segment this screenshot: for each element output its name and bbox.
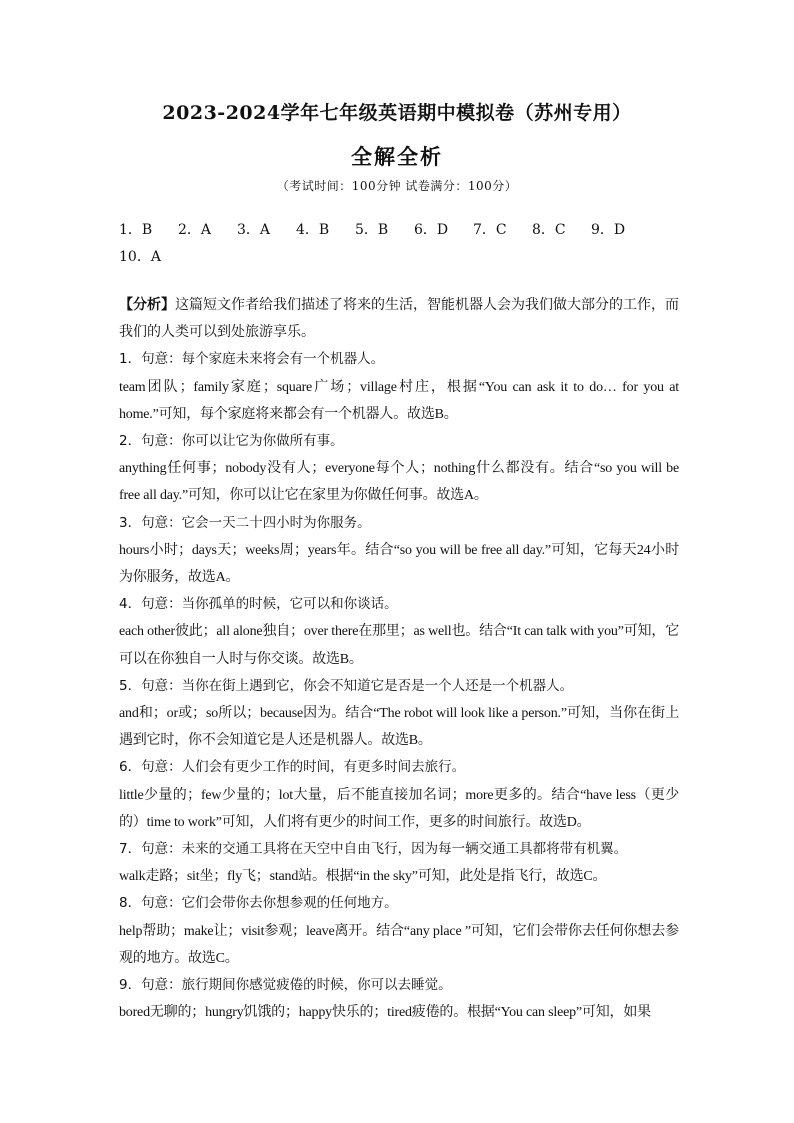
analysis-text: 这篇短文作者给我们描述了将来的生活，智能机器人会为我们做大部分的工作，而我们的人类可以到处旅游享乐。 xyxy=(119,297,679,341)
answer-row xyxy=(119,244,679,271)
question-explanation: walk走路；sit坐；fly飞；stand站。根据“in the sky”可知，此处是指飞行，故选C。 xyxy=(119,869,607,885)
answer-item: 1．B xyxy=(119,222,153,238)
answer-item: 6．D xyxy=(414,222,449,238)
document-subtitle: 全解全析 xyxy=(351,144,443,169)
question-meaning: 8．句意：它们会带你去你想参观的任何地方。 xyxy=(119,895,398,912)
exam-info: （考试时间：100分钟 试卷满分：100分） xyxy=(276,179,518,193)
question-meaning: 6．句意：人们会有更少工作的时间，有更多时间去旅行。 xyxy=(119,759,466,776)
answer-key xyxy=(119,217,679,271)
answer-item: 3．A xyxy=(237,222,271,238)
question-meaning: 4．句意：当你孤单的时候，它可以和你谈话。 xyxy=(119,596,398,613)
document-title: 2023-2024学年七年级英语期中模拟卷（苏州专用） xyxy=(162,102,632,124)
question-explanation: little少量的；few少量的；lot大量，后不能直接加名词；more更多的。结合“have less（更少的）time to work”可知，人们将有更少的时间工作，更多的时间旅行。故选D。 xyxy=(119,787,679,830)
answer-item: 8．C xyxy=(532,222,566,238)
answer-item: 2．A xyxy=(178,222,212,238)
question-meaning: 1．句意：每个家庭未来将会有一个机器人。 xyxy=(119,351,385,368)
question-meaning: 7．句意：未来的交通工具将在天空中自由飞行，因为每一辆交通工具都将带有机翼。 xyxy=(119,841,628,858)
question-meaning: 5．句意：当你在街上遇到它，你会不知道它是否是一个人还是一个机器人。 xyxy=(119,677,574,694)
answer-row xyxy=(119,217,679,244)
analysis-label: 【分析】 xyxy=(119,297,175,313)
question-meaning: 2．句意：你可以让它为你做所有事。 xyxy=(119,433,344,450)
question-explanation: hours小时；days天；weeks周；years年。结合“so you will be free all day.”可知，它每天24小时为你服务，故选A。 xyxy=(119,542,679,586)
answer-item: 5．B xyxy=(355,222,389,238)
answer-item: 10．A xyxy=(119,249,161,265)
analysis-paragraph xyxy=(119,292,679,346)
question-explanation: help帮助；make让；visit参观；leave离开。结合“any place ”可知，它们会带你去任何你想去参观的地方。故选C。 xyxy=(119,923,679,966)
question-meaning: 3．句意：它会一天二十四小时为你服务。 xyxy=(119,514,371,531)
answer-item: 4．B xyxy=(296,222,330,238)
question-meaning: 9．句意：旅行期间你感觉疲倦的时候，你可以去睡觉。 xyxy=(119,977,452,994)
question-explanation: bored无聊的；hungry饥饿的；happy快乐的；tired疲倦的。根据“You can sleep”可知，如果 xyxy=(119,1005,651,1021)
explanation-body xyxy=(119,292,679,1026)
question-explanation: each other彼此；all alone独自；over there在那里；as well也。结合“It can talk with you”可知，它可以在你独自一人时与你交谈。故选B。 xyxy=(119,624,679,667)
question-explanation: anything任何事；nobody没有人；everyone每个人；nothing什么都没有。结合“so you will be free all day.”可知，你可以让它在家里为你做任何事。故选A。 xyxy=(119,461,679,504)
question-explanation: team团队；family家庭；square广场；village村庄，根据“You can ask it to do… for you at home.”可知，每个家庭将来都会有一个机器人。故选B。 xyxy=(119,379,679,422)
answer-item: 7．C xyxy=(473,222,507,238)
question-explanation: and和；or或；so所以；because因为。结合“The robot will look like a person.”可知，当你在街上遇到它时，你不会知道它是人还是机器人。故选B。 xyxy=(119,706,679,749)
answer-item: 9．D xyxy=(591,222,626,238)
